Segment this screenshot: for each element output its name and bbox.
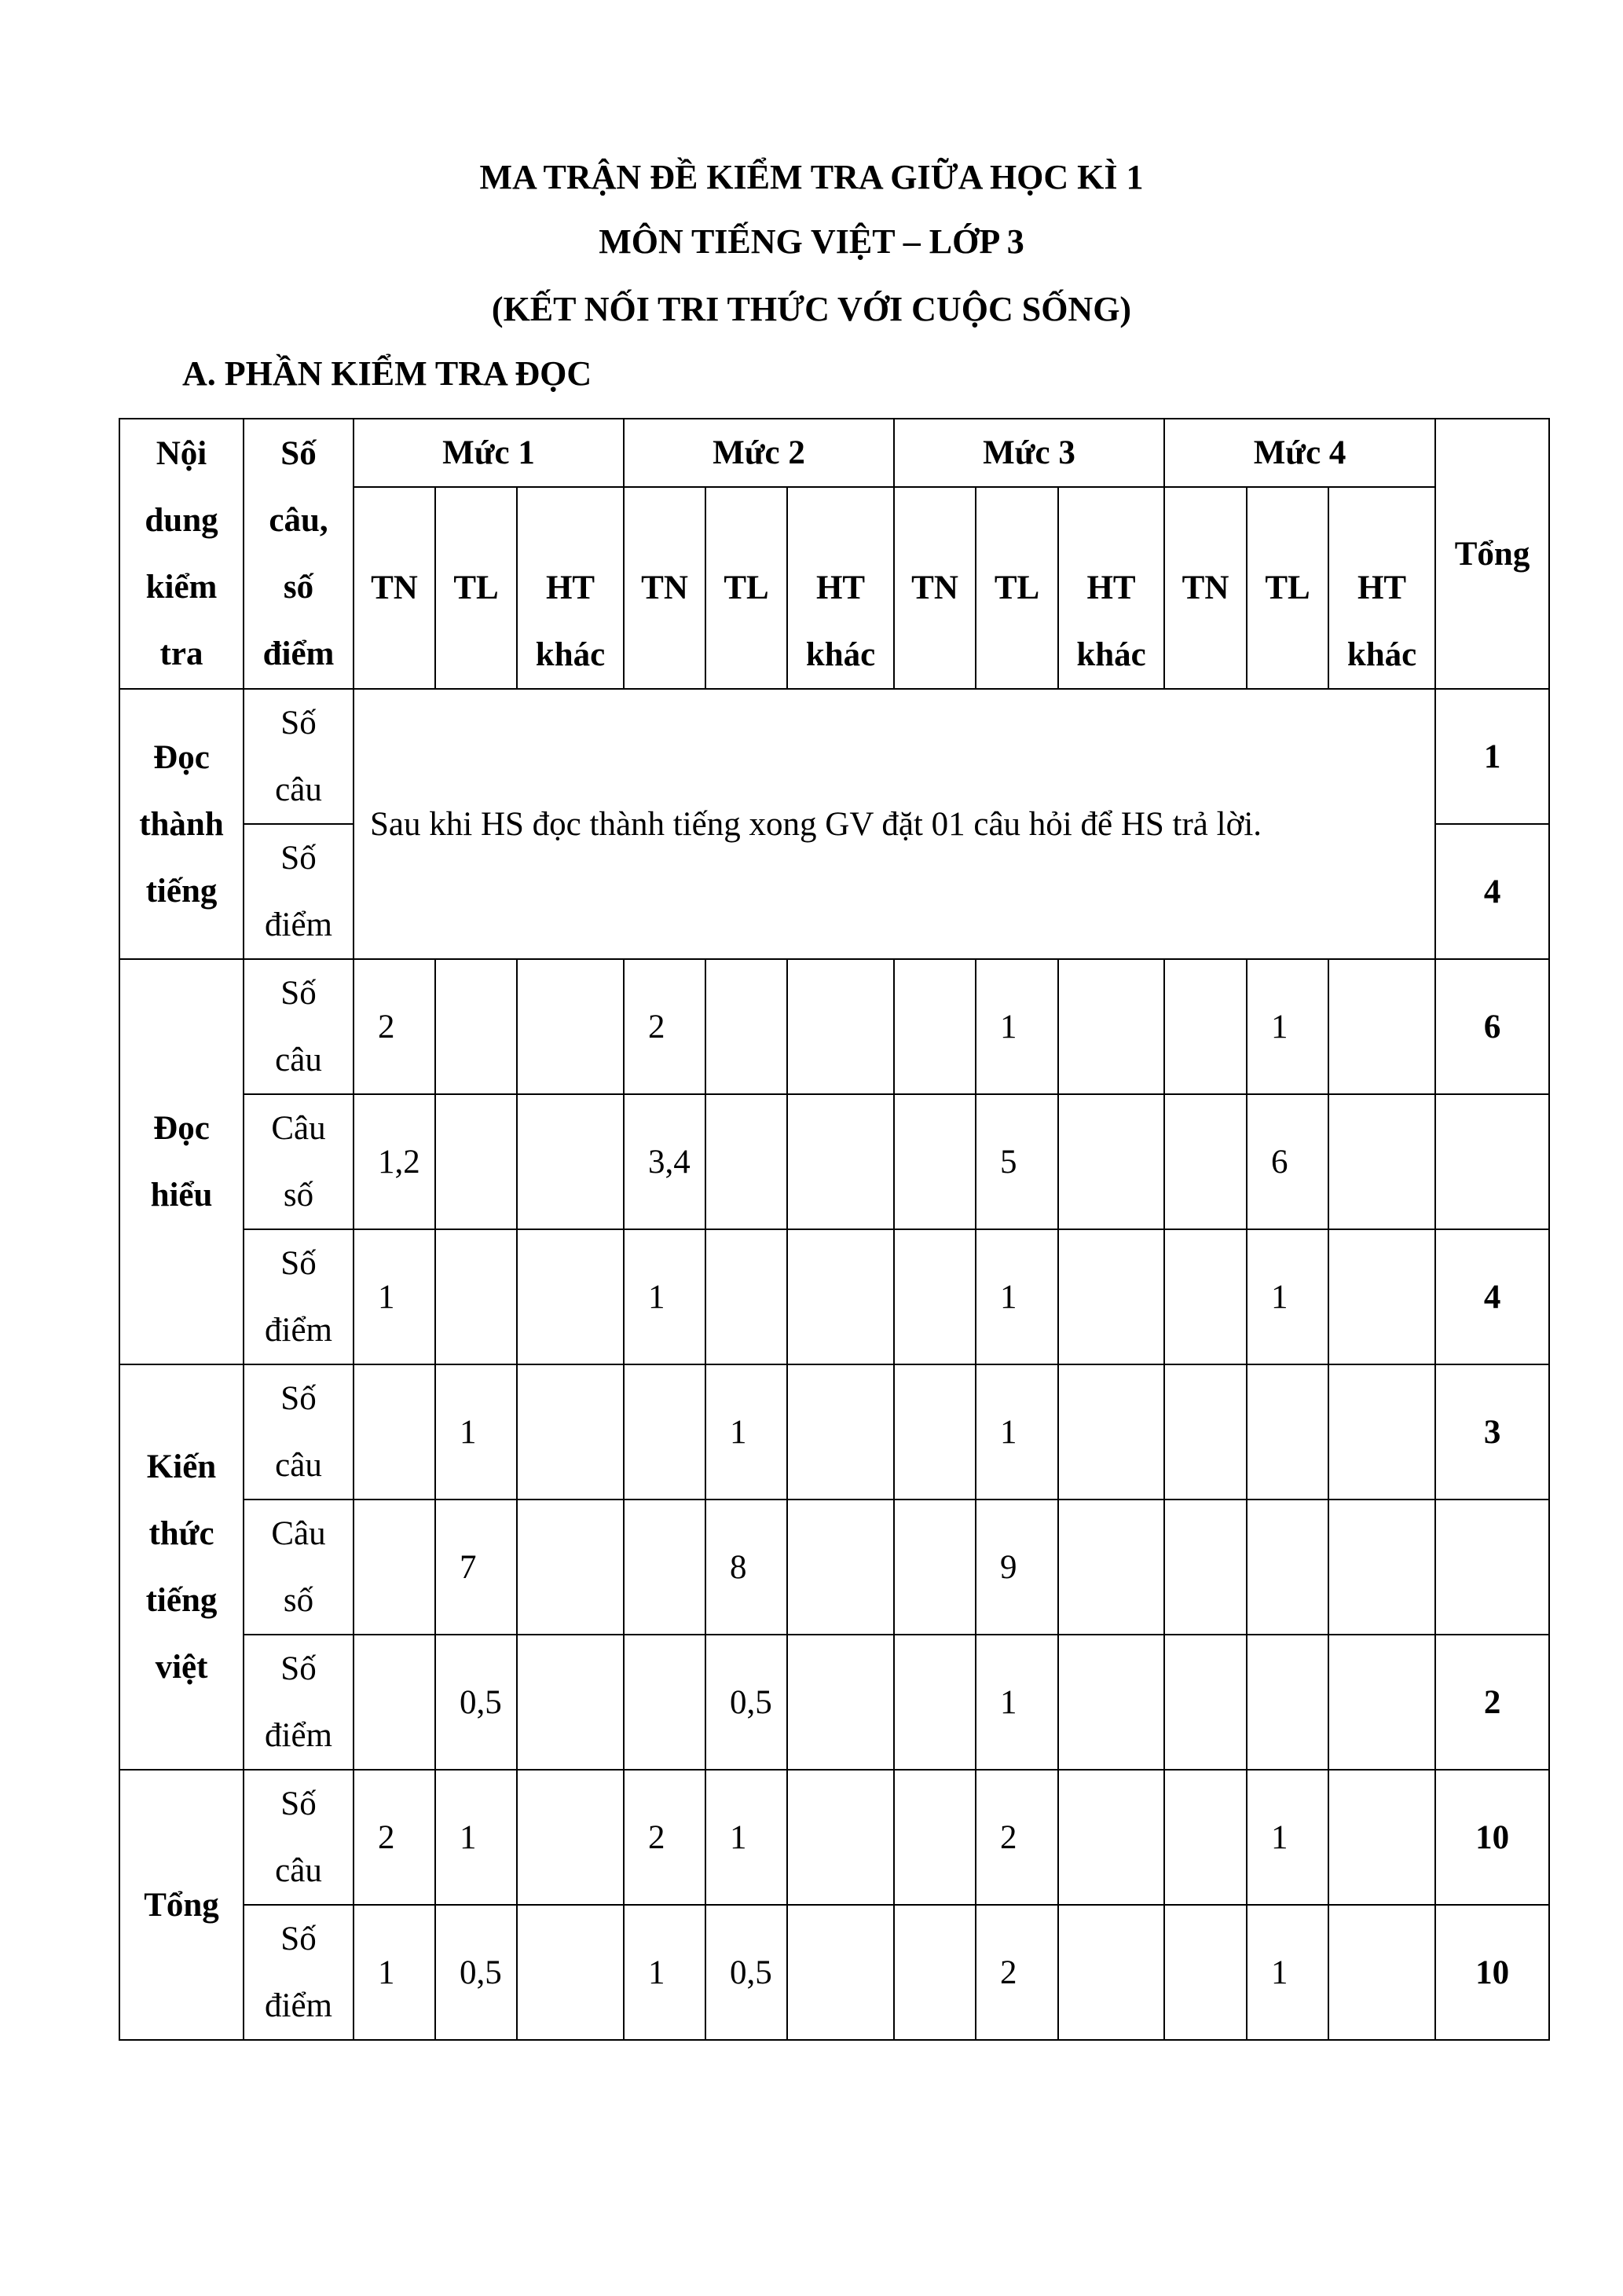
data-cell (705, 1094, 787, 1229)
table-row (119, 1500, 1549, 1635)
data-cell (705, 1229, 787, 1364)
data-cell: 0,5 (705, 1635, 787, 1770)
data-cell: 1 (705, 1770, 787, 1905)
cell-line: Kiến (146, 1448, 217, 1485)
cell-line: Số (280, 435, 317, 472)
data-cell: 1 (1247, 1229, 1328, 1364)
table-row (119, 1905, 1549, 2040)
cell-line: dung (145, 502, 218, 539)
header-level-4: Mức 4 (1164, 419, 1435, 487)
data-cell (624, 1500, 705, 1635)
group-label (119, 1770, 244, 2040)
data-cell (1058, 1770, 1164, 1905)
data-cell (624, 1635, 705, 1770)
data-cell (787, 1770, 894, 1905)
row-total: 2 (1435, 1635, 1549, 1770)
data-cell (1058, 1229, 1164, 1364)
data-cell (1164, 1635, 1247, 1770)
data-cell (435, 959, 517, 1094)
document-subtitle: MÔN TIẾNG VIỆT – LỚP 3 (599, 222, 1024, 261)
data-cell: 5 (976, 1094, 1058, 1229)
group-label (119, 959, 244, 1364)
cell-line: câu (275, 771, 322, 808)
header-type-tn: TN (1164, 487, 1247, 689)
data-cell (1164, 1770, 1247, 1905)
data-cell: 1 (1247, 1770, 1328, 1905)
data-cell (787, 959, 894, 1094)
document-title: MA TRẬN ĐỀ KIỂM TRA GIỮA HỌC KÌ 1 (479, 158, 1144, 196)
cell-line: HT (545, 569, 595, 606)
table-row (119, 1094, 1549, 1229)
data-cell: 9 (976, 1500, 1058, 1635)
data-cell (787, 1094, 894, 1229)
cell-line: câu, (269, 502, 328, 539)
cell-line: HT (1086, 569, 1136, 606)
data-cell: 1 (354, 1905, 435, 2040)
data-cell (1328, 1094, 1435, 1229)
cell-line: tra (159, 635, 203, 672)
header-type-tl: TL (976, 487, 1058, 689)
data-cell (1328, 1364, 1435, 1500)
cell-line: điểm (265, 1987, 332, 2024)
data-cell: 1 (624, 1229, 705, 1364)
row-label (244, 824, 354, 959)
data-cell (517, 959, 624, 1094)
cell-line: thức (148, 1515, 214, 1552)
data-cell: 1 (976, 1229, 1058, 1364)
data-cell (624, 1364, 705, 1500)
header-level-3: Mức 3 (894, 419, 1164, 487)
data-cell (517, 1500, 624, 1635)
cell-line: Nội (156, 435, 207, 472)
header-level-2: Mức 2 (624, 419, 894, 487)
data-cell: 6 (1247, 1094, 1328, 1229)
header-type-tl: TL (1247, 487, 1328, 689)
header-type-ht-khác (517, 487, 624, 689)
cell-line: điểm (265, 906, 332, 943)
header-type-tl: TL (435, 487, 517, 689)
row-label (244, 689, 354, 824)
cell-line: việt (155, 1649, 208, 1686)
cell-line: Số (280, 705, 317, 742)
data-cell (354, 1635, 435, 1770)
data-cell: 1 (976, 1364, 1058, 1500)
header-total: Tổng (1435, 419, 1549, 689)
cell-line: Câu (271, 1110, 326, 1147)
data-cell (894, 1635, 976, 1770)
data-cell: 0,5 (435, 1635, 517, 1770)
data-cell (894, 1500, 976, 1635)
data-cell (894, 1229, 976, 1364)
data-cell: 8 (705, 1500, 787, 1635)
cell-line: điểm (265, 1312, 332, 1349)
cell-line: số (283, 569, 314, 606)
data-cell (1247, 1500, 1328, 1635)
header-type-tl: TL (705, 487, 787, 689)
cell-line: câu (275, 1852, 322, 1889)
cell-line: Câu (271, 1515, 326, 1552)
row-total: 4 (1435, 824, 1549, 959)
data-cell (517, 1229, 624, 1364)
data-cell: 0,5 (705, 1905, 787, 2040)
data-cell (787, 1905, 894, 2040)
row-label (244, 1094, 354, 1229)
data-cell: 1,2 (354, 1094, 435, 1229)
data-cell (1164, 1905, 1247, 2040)
data-cell (1328, 1500, 1435, 1635)
data-cell (894, 1364, 976, 1500)
header-row-levels (119, 419, 1549, 487)
data-cell (354, 1500, 435, 1635)
data-cell: 2 (354, 1770, 435, 1905)
data-cell: 2 (624, 1770, 705, 1905)
row-label (244, 959, 354, 1094)
cell-line: khác (535, 636, 606, 673)
data-cell: 1 (435, 1364, 517, 1500)
data-cell (1247, 1364, 1328, 1500)
header-type-tn: TN (354, 487, 435, 689)
cell-line: Đọc (153, 738, 210, 776)
row-total: 10 (1435, 1770, 1549, 1905)
data-cell: 2 (976, 1770, 1058, 1905)
section-heading: A. PHẦN KIỂM TRA ĐỌC (182, 354, 592, 393)
data-cell: 0,5 (435, 1905, 517, 2040)
data-cell: 2 (354, 959, 435, 1094)
data-cell (517, 1094, 624, 1229)
table-row (119, 689, 1549, 824)
data-cell (1058, 1094, 1164, 1229)
row-label (244, 1229, 354, 1364)
cell-line: Số (280, 1245, 317, 1282)
data-cell: 7 (435, 1500, 517, 1635)
data-cell: 1 (354, 1229, 435, 1364)
data-cell (1058, 1364, 1164, 1500)
data-cell: 2 (624, 959, 705, 1094)
data-cell: 1 (705, 1364, 787, 1500)
data-cell: 2 (976, 1905, 1058, 2040)
data-cell (894, 1770, 976, 1905)
data-cell (1164, 1094, 1247, 1229)
header-type-ht-khác (787, 487, 894, 689)
header-content (119, 419, 244, 689)
header-level-1: Mức 1 (354, 419, 624, 487)
document-series: (KẾT NỐI TRI THỨC VỚI CUỘC SỐNG) (491, 290, 1132, 328)
data-cell: 3,4 (624, 1094, 705, 1229)
cell-line: số (283, 1177, 314, 1214)
reading-note: Sau khi HS đọc thành tiếng xong GV đặt 01 câu hỏi để HS trả lời. (354, 689, 1435, 959)
data-cell (894, 959, 976, 1094)
data-cell (787, 1364, 894, 1500)
cell-line: tiếng (145, 1582, 218, 1619)
data-cell: 1 (976, 959, 1058, 1094)
group-label (119, 1364, 244, 1770)
data-cell (354, 1364, 435, 1500)
data-cell (435, 1094, 517, 1229)
cell-line: câu (275, 1042, 322, 1078)
data-cell (517, 1905, 624, 2040)
data-cell: 1 (435, 1770, 517, 1905)
cell-line: số (283, 1582, 314, 1619)
cell-line: HT (815, 569, 866, 606)
data-cell: 1 (1247, 959, 1328, 1094)
data-cell (1058, 1905, 1164, 2040)
cell-line: Tổng (144, 1886, 219, 1924)
row-label (244, 1635, 354, 1770)
table-row (119, 1364, 1549, 1500)
data-cell: 1 (624, 1905, 705, 2040)
header-type-tn: TN (894, 487, 976, 689)
cell-line: hiểu (150, 1177, 213, 1214)
cell-line: Số (280, 1380, 317, 1417)
data-cell (1328, 959, 1435, 1094)
data-cell (894, 1094, 976, 1229)
row-total: 1 (1435, 689, 1549, 824)
data-cell (1328, 1635, 1435, 1770)
data-cell (1164, 959, 1247, 1094)
cell-line: điểm (265, 1717, 332, 1754)
cell-line: khác (805, 636, 876, 673)
table-row (119, 1229, 1549, 1364)
data-cell (435, 1229, 517, 1364)
data-cell (1328, 1229, 1435, 1364)
data-cell (787, 1500, 894, 1635)
data-cell: 1 (976, 1635, 1058, 1770)
header-type-tn: TN (624, 487, 705, 689)
data-cell (1328, 1905, 1435, 2040)
data-cell (1328, 1770, 1435, 1905)
cell-line: Số (280, 840, 317, 877)
cell-line: Số (280, 1785, 317, 1822)
row-total: 10 (1435, 1905, 1549, 2040)
row-total (1435, 1094, 1549, 1229)
row-label (244, 1770, 354, 1905)
cell-line: Số (280, 1921, 317, 1957)
cell-line: HT (1357, 569, 1407, 606)
row-label (244, 1500, 354, 1635)
data-cell (1164, 1364, 1247, 1500)
data-cell (1247, 1635, 1328, 1770)
cell-line: khác (1076, 636, 1146, 673)
group-label-doc-thanh-tieng (119, 689, 244, 959)
cell-line: câu (275, 1447, 322, 1484)
data-cell (787, 1635, 894, 1770)
data-cell (1058, 959, 1164, 1094)
row-label (244, 1905, 354, 2040)
data-cell (705, 959, 787, 1094)
test-matrix-table (119, 418, 1550, 2041)
data-cell (1164, 1500, 1247, 1635)
data-cell (1058, 1500, 1164, 1635)
data-cell (894, 1905, 976, 2040)
table-row (119, 1770, 1549, 1905)
cell-line: Số (280, 975, 317, 1012)
cell-line: tiếng (145, 872, 218, 910)
data-cell (1058, 1635, 1164, 1770)
cell-line: Đọc (153, 1110, 210, 1147)
data-cell: 1 (1247, 1905, 1328, 2040)
row-total: 6 (1435, 959, 1549, 1094)
cell-line: Số (280, 1650, 317, 1687)
header-count (244, 419, 354, 689)
cell-line: khác (1346, 636, 1417, 673)
data-cell (517, 1364, 624, 1500)
row-total: 3 (1435, 1364, 1549, 1500)
data-cell (787, 1229, 894, 1364)
data-cell (1164, 1229, 1247, 1364)
cell-line: điểm (262, 635, 335, 672)
cell-line: thành (139, 805, 224, 843)
data-cell (517, 1635, 624, 1770)
header-type-ht-khác (1328, 487, 1435, 689)
header-type-ht-khác (1058, 487, 1164, 689)
row-total: 4 (1435, 1229, 1549, 1364)
table-row (119, 1635, 1549, 1770)
table-row (119, 959, 1549, 1094)
row-label (244, 1364, 354, 1500)
cell-line: kiểm (145, 569, 218, 606)
data-cell (517, 1770, 624, 1905)
row-total (1435, 1500, 1549, 1635)
